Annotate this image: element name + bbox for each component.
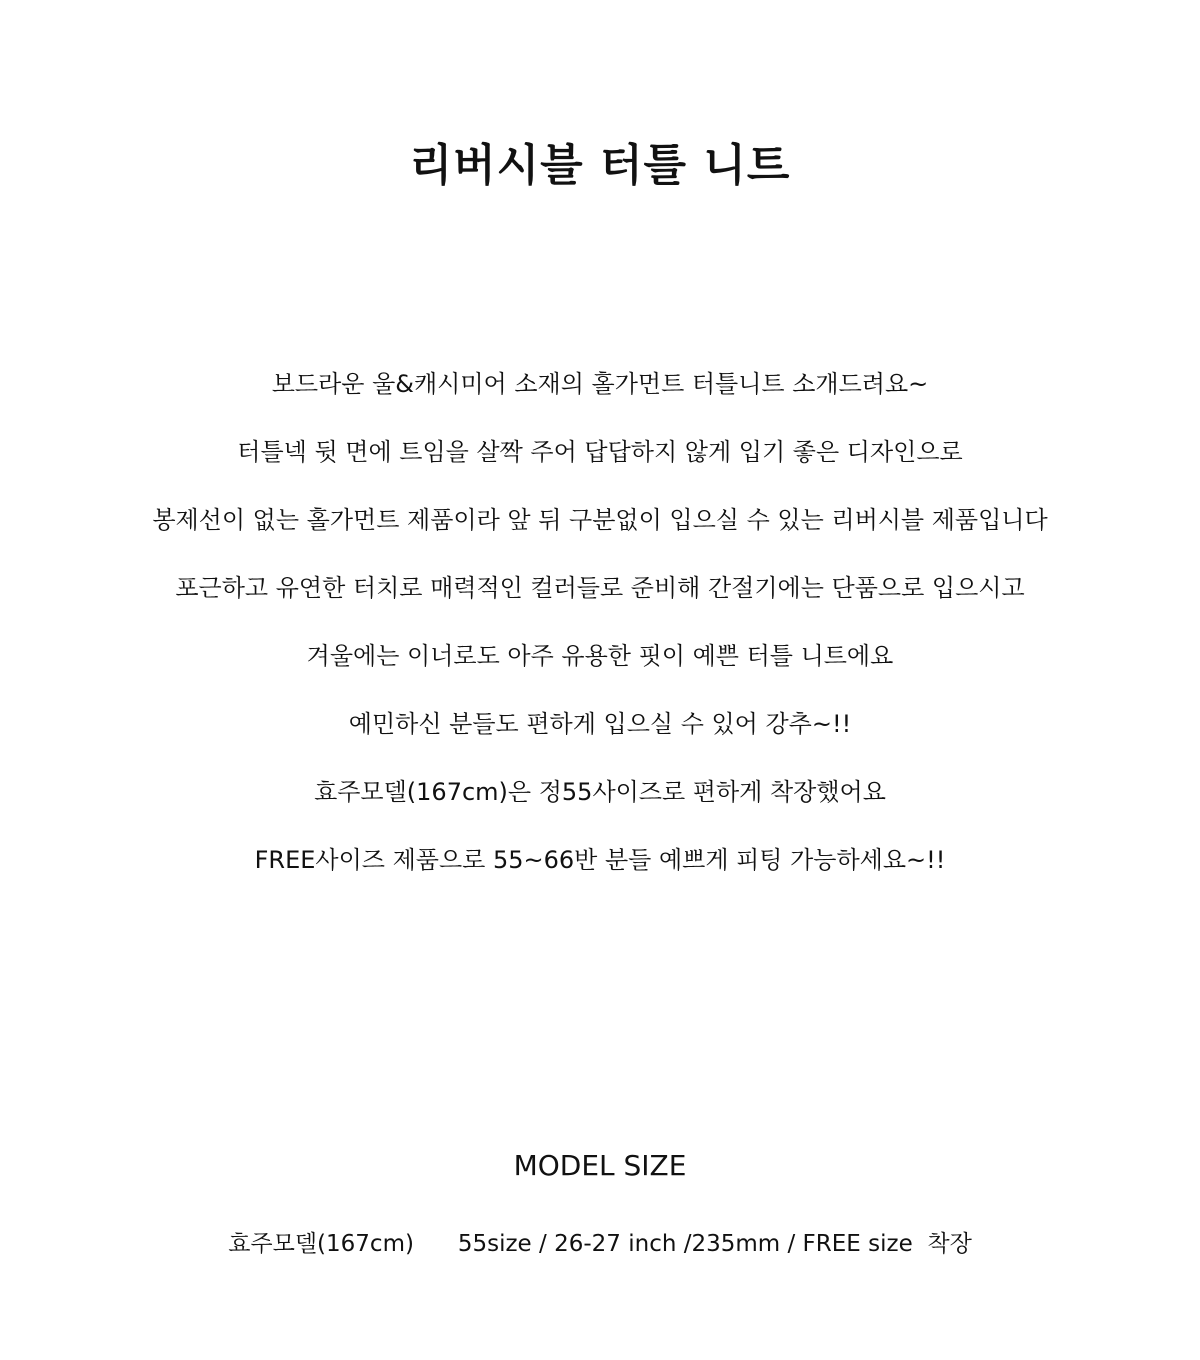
model-size-heading: MODEL SIZE (513, 1149, 687, 1182)
description-line: 봉제선이 없는 홀가먼트 제품이라 앞 뒤 구분없이 입으실 수 있는 리버시블 제품입니다 (152, 506, 1048, 534)
description-line: 예민하신 분들도 편하게 입으실 수 있어 강추~!! (348, 710, 852, 738)
product-title: 리버시블 터틀 니트 (409, 140, 791, 191)
description-line: 겨울에는 이너로도 아주 유용한 핏이 예쁜 터틀 니트에요 (306, 642, 894, 670)
product-description (0, 364, 1200, 908)
description-line: FREE사이즈 제품으로 55~66반 분들 예쁘게 피팅 가능하세요~!! (254, 846, 946, 874)
description-line: 보드라운 울&캐시미어 소재의 홀가먼트 터틀니트 소개드려요~ (271, 370, 929, 398)
description-line: 포근하고 유연한 터치로 매력적인 컬러들로 준비해 간절기에는 단품으로 입으시고 (175, 574, 1025, 602)
model-size-row (0, 1224, 1200, 1264)
model-size-spec: 55size / 26-27 inch /235mm / FREE size 착장 (457, 1231, 972, 1257)
description-line: 터틀넥 뒷 면에 트임을 살짝 주어 답답하지 않게 입기 좋은 디자인으로 (237, 438, 963, 466)
description-line: 효주모델(167cm)은 정55사이즈로 편하게 착장했어요 (314, 778, 886, 806)
model-name: 효주모델(167cm) (228, 1231, 414, 1257)
